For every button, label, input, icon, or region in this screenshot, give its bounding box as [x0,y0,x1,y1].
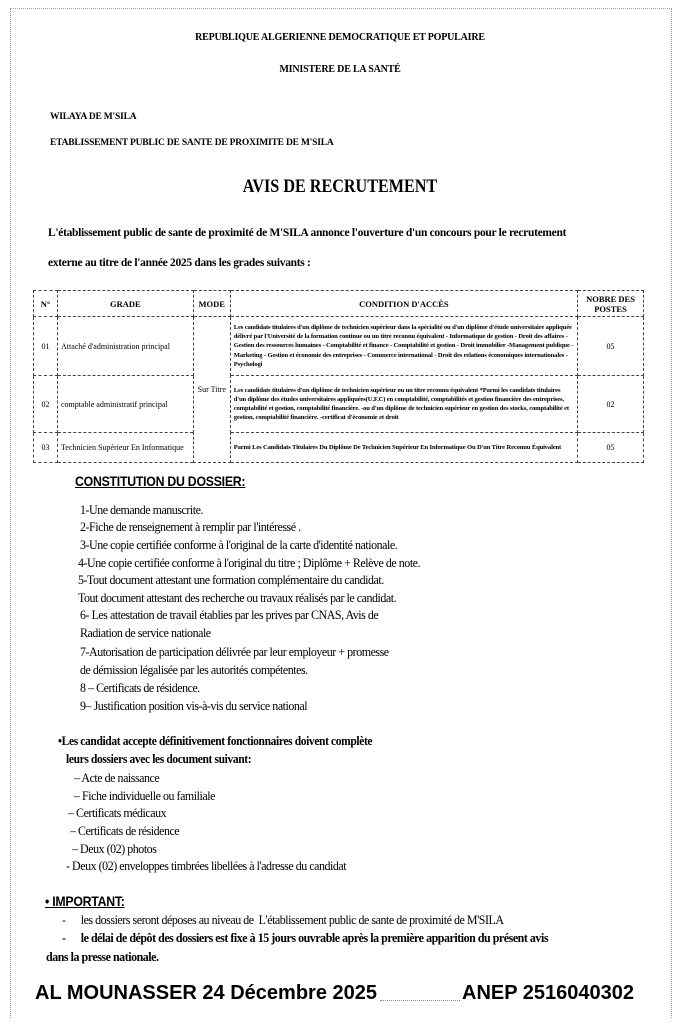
header-num: N° [34,291,58,317]
page-title: AVIS DE RECRUTEMENT [242,176,438,197]
list-item: - Deux (02) enveloppes timbrées libellées à l'adresse du candidat [66,858,347,873]
table-row [34,376,644,433]
row-postes: 05 [578,433,644,463]
list-item: 9– Justification position vis-à-vis du service national [80,698,308,713]
row-num: 01 [34,317,58,376]
list-item: 4-Une copie certifiée conforme à l'original du titre ; Diplôme + Relève de note. [78,555,421,570]
list-item: 1-Une demande manuscrite. [80,502,204,517]
establishment-label: ETABLISSEMENT PUBLIC DE SANTE DE PROXIMITE DE M'SILA [50,138,334,148]
footer-anep-reference: ANEP 2516040302 [462,982,634,1004]
row-num: 02 [34,376,58,433]
important-title: • IMPORTANT: [45,893,125,909]
footer-divider [380,1000,460,1001]
header-mode: MODE [193,291,230,317]
row-grade: Attaché d'administration principal [57,317,193,376]
row-condition: Les candidats titulaires d'un diplôme de technicien supérieur ou un titre reconnu équivalent *Parmi les candidats titulaires d'un diplôme des études universitaires appliquées(U.F.C) en comptabilité, comptabilités et gestion financière des entreprises, comptabilité et gestion, comptabilité financière. -ou d'un diplôme de technicien supérieur en gestion des stocks, comptabilité et gestion, comptabilité financière. -certificat d'économie et droit [230,376,577,433]
list-item: Radiation de service nationale [80,625,211,640]
footer-publication: AL MOUNASSER 24 Décembre 2025 [35,982,377,1004]
republic-heading: REPUBLIQUE ALGERIENNE DEMOCRATIQUE ET POPULAIRE [195,32,485,43]
table-header-row [34,291,644,317]
list-item: - le délai de dépôt des dossiers est fixe à 15 jours ouvrable après la première apparition du présent avis [62,930,549,945]
row-condition: Les candidats titulaires d'un diplôme de technicien supérieur dans la spécialité ou d'un diplôme d'étude universitaire appliquée délivré par l'Université de la formation continue ou un titre reconnu équivalent - Informatique de gestion - Droit des affaires - Gestion des ressources humaines - Comptabilité et finance - Comptabilité et gestion - Droit immobilier -Management publique - Marketing - Gestion et économie des entreprises - Commerce international - Droit des relations économiques internationales - Psychologi [230,317,577,376]
list-item: 2-Fiche de renseignement à remplir par l'intéressé . [80,519,301,534]
row-num: 03 [34,433,58,463]
list-item: – Deux (02) photos [72,841,157,856]
header-grade: GRADE [57,291,193,317]
table-row [34,433,644,463]
positions-table [33,290,644,463]
list-item: de démission légalisée par les autorités compétentes. [80,662,308,677]
list-item: 6- Les attestation de travail établies par les prives par CNAS, Avis de [80,607,379,622]
row-mode: Sur Titre [193,317,230,463]
header-condition: CONDITION D'ACCÈS [230,291,577,317]
list-item: – Certificats médicaux [68,805,167,820]
row-grade: Technicien Supérieur En Informatique [57,433,193,463]
list-item: 5-Tout document attestant une formation complémentaire du candidat. [78,572,384,587]
row-postes: 02 [578,376,644,433]
table-row [34,317,644,376]
list-item: dans la presse nationale. [46,949,159,964]
intro-line-1: L'établissement public de sante de proximité de M'SILA annonce l'ouverture d'un concours pour le recrutement [48,227,567,239]
wilaya-label: WILAYA DE M'SILA [50,112,137,122]
row-grade: comptable administratif principal [57,376,193,433]
ministry-heading: MINISTERE DE LA SANTÉ [279,64,401,75]
list-item: 7-Autorisation de participation délivrée par leur employeur + promesse [80,644,389,659]
list-item: – Fiche individuelle ou familiale [74,788,215,803]
list-item: 3-Une copie certifiée conforme à l'original de la carte d'identité nationale. [80,537,398,552]
intro-line-2: externe au titre de l'année 2025 dans les grades suivants : [48,257,311,269]
list-item: – Certificats de résidence [70,823,180,838]
list-item: - les dossiers seront déposes au niveau de L'établissement public de sante de proximité de M'SILA [62,912,504,927]
fonctionnaires-line-1: •Les candidat accepte définitivement fonctionnaires doivent complète [58,734,373,748]
list-item: 8 – Certificats de résidence. [80,680,200,695]
fonctionnaires-line-2: leurs dossiers avec les document suivant: [66,752,252,766]
constitution-title: CONSTITUTION DU DOSSIER: [75,473,246,489]
list-item: Tout document attestant des recherche ou travaux réalisés par le candidat. [78,590,397,605]
list-item: – Acte de naissance [74,770,160,785]
header-postes: NOBRE DES POSTES [578,291,644,317]
row-condition: Parmi Les Candidats Titulaires Du Diplôme De Technicien Supérieur En Informatique Ou D'un Titre Reconnu Équivalent [230,433,577,463]
row-postes: 05 [578,317,644,376]
